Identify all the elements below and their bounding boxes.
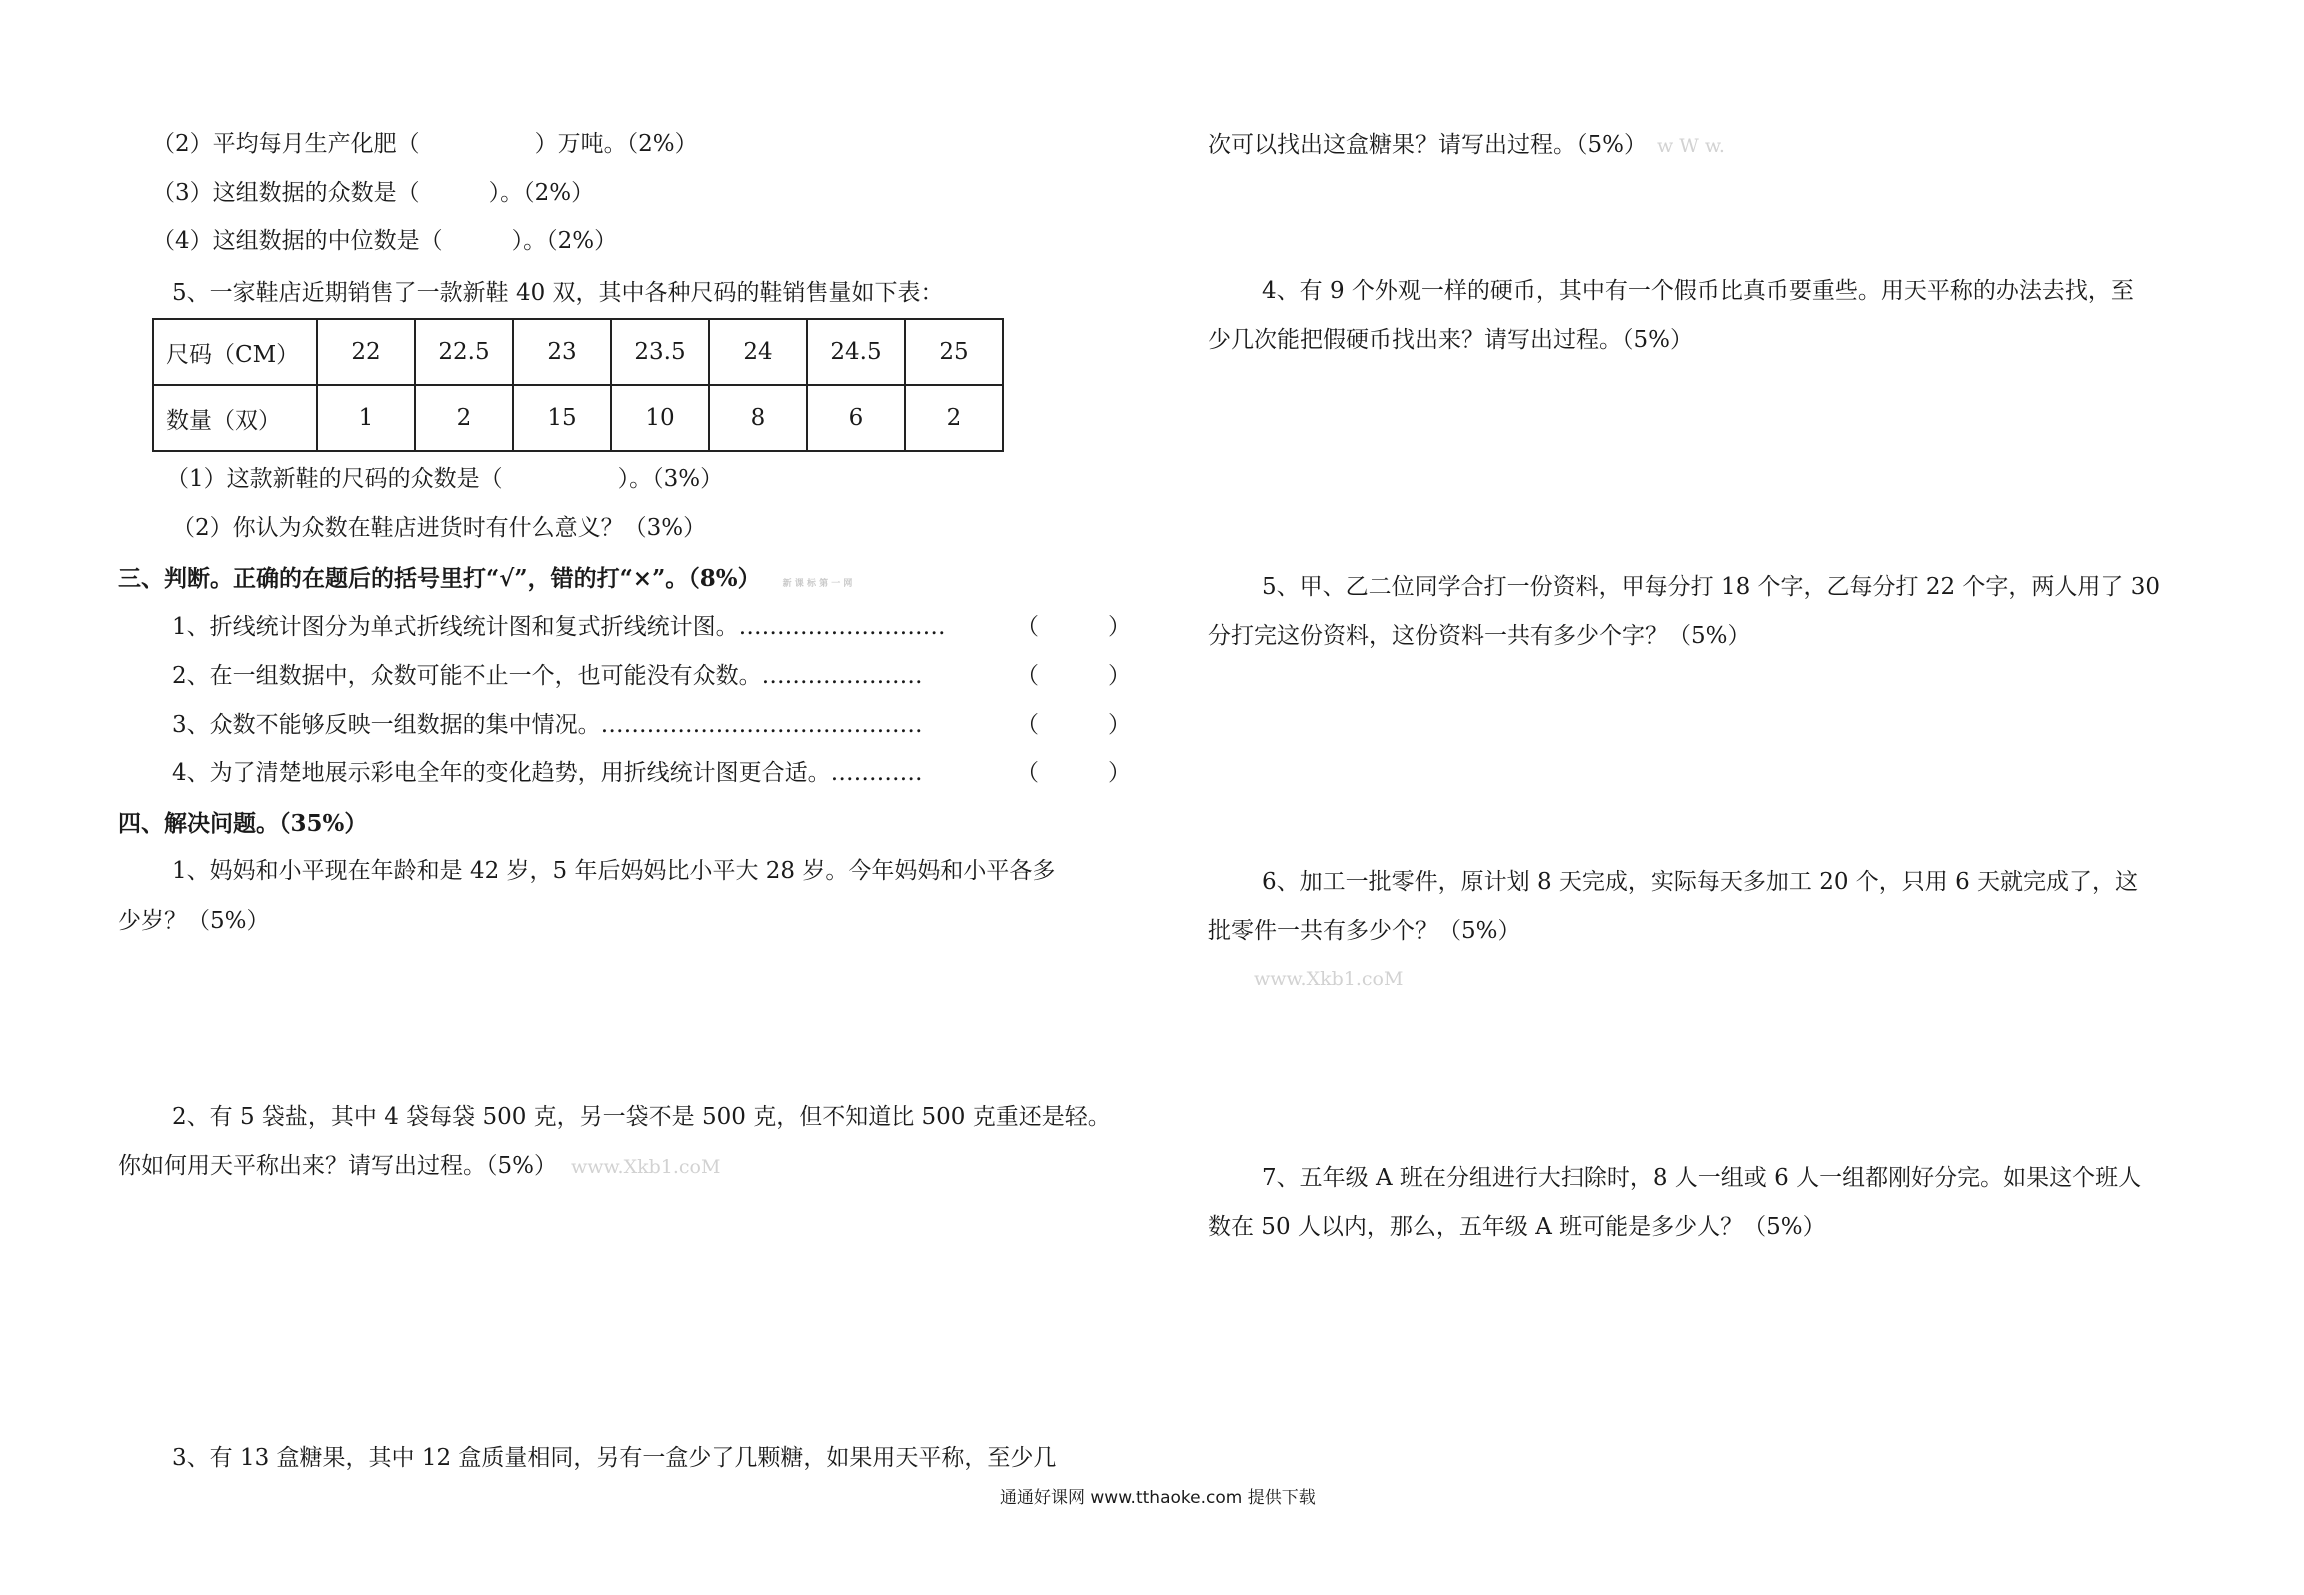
table-cell: 15 [513,385,611,451]
table-header-qty: 数量（双） [153,385,317,451]
judge-answer-box-3[interactable]: （ ） [1016,712,1131,738]
problem-2-line-2 [118,1155,720,1178]
problem-3-line-2 [1208,134,1725,157]
table-cell: 6 [807,385,905,451]
problem-4-line-2: 少几次能把假硬币找出来？请写出过程。（5%） [1208,327,1693,353]
table-cell: 2 [415,385,513,451]
problem-6-line-2: 批零件一共有多少个？（5%） [1208,918,1521,944]
problem-6-watermark: www.Xkb1.coM [1254,968,1404,990]
section-4-title: 四、解决问题。（35%） [118,810,368,837]
problem-4-line-1: 4、有 9 个外观一样的硬币，其中有一个假币比真币要重些。用天平称的办法去找，至 [1262,278,2134,304]
question-4-sub-2: （2）平均每月生产化肥（ ）万吨。（2%） [152,131,698,157]
question-5-sub-2: （2）你认为众数在鞋店进货时有什么意义？（3%） [172,515,707,541]
problem-6-line-1: 6、加工一批零件，原计划 8 天完成，实际每天多加工 20 个，只用 6 天就完成了，这 [1262,869,2139,895]
problem-2-watermark: www.Xkb1.coM [571,1156,721,1178]
question-4-sub-3: （3）这组数据的众数是（ ）。（2%） [152,180,595,206]
problem-1-line-2: 少岁？（5%） [118,908,270,934]
problem-3-line-1: 3、有 13 盒糖果，其中 12 盒质量相同，另有一盒少了几颗糖，如果用天平称，至少几 [172,1445,1057,1471]
table-cell: 22 [317,319,415,385]
table-header-size: 尺码（CM） [153,319,317,385]
section-3-watermark: 新 课 标 第 一 网 [782,579,853,589]
problem-2-line-1: 2、有 5 袋盐，其中 4 袋每袋 500 克，另一袋不是 500 克，但不知道比 500 克重还是轻。 [172,1104,1111,1130]
question-4-sub-4: （4）这组数据的中位数是（ ）。（2%） [152,228,618,254]
judge-answer-box-1[interactable]: （ ） [1016,614,1131,640]
question-5-sub-1: （1）这款新鞋的尺码的众数是（ ）。（3%） [166,466,724,492]
problem-7-line-1: 7、五年级 A 班在分组进行大扫除时，8 人一组或 6 人一组都刚好分完。如果这个班人 [1262,1165,2142,1191]
problem-7-line-2: 数在 50 人以内，那么，五年级 A 班可能是多少人？（5%） [1208,1214,1826,1240]
judge-item-1: 1、折线统计图分为单式折线统计图和复式折线统计图。……………………… [172,614,946,640]
question-5-stem: 5、一家鞋店近期销售了一款新鞋 40 双，其中各种尺码的鞋销售量如下表： [172,280,944,306]
table-row [153,385,1003,451]
table-cell: 24.5 [807,319,905,385]
footer-credit: 通通好课网 www.tthaoke.com 提供下载 [1000,1488,1316,1508]
table-cell: 24 [709,319,807,385]
judge-item-2: 2、在一组数据中，众数可能不止一个，也可能没有众数。………………… [172,663,923,689]
judge-answer-box-2[interactable]: （ ） [1016,663,1131,689]
shoe-size-table [152,318,1004,452]
table-cell: 2 [905,385,1003,451]
problem-5-line-1: 5、甲、乙二位同学合打一份资料，甲每分打 18 个字，乙每分打 22 个字，两人用了 30 [1262,574,2160,600]
table-row [153,319,1003,385]
table-cell: 8 [709,385,807,451]
section-3-title-text: 三、判断。正确的在题后的括号里打“√”，错的打“×”。（8%） [118,565,761,592]
section-3-title [118,567,852,590]
table-cell: 25 [905,319,1003,385]
problem-3-watermark: w W w. [1657,135,1725,157]
problem-3-line-2-text: 次可以找出这盒糖果？请写出过程。（5%） [1208,132,1647,158]
table-cell: 23 [513,319,611,385]
table-cell: 10 [611,385,709,451]
problem-1-line-1: 1、妈妈和小平现在年龄和是 42 岁，5 年后妈妈比小平大 28 岁。今年妈妈和小平各多 [172,858,1056,884]
table-cell: 23.5 [611,319,709,385]
judge-item-4: 4、为了清楚地展示彩电全年的变化趋势，用折线统计图更合适。………… [172,760,923,786]
problem-2-line-2-text: 你如何用天平称出来？请写出过程。（5%） [118,1153,557,1179]
table-cell: 22.5 [415,319,513,385]
problem-5-line-2: 分打完这份资料，这份资料一共有多少个字？（5%） [1208,623,1751,649]
table-cell: 1 [317,385,415,451]
judge-answer-box-4[interactable]: （ ） [1016,760,1131,786]
judge-item-3: 3、众数不能够反映一组数据的集中情况。…………………………………… [172,712,923,738]
